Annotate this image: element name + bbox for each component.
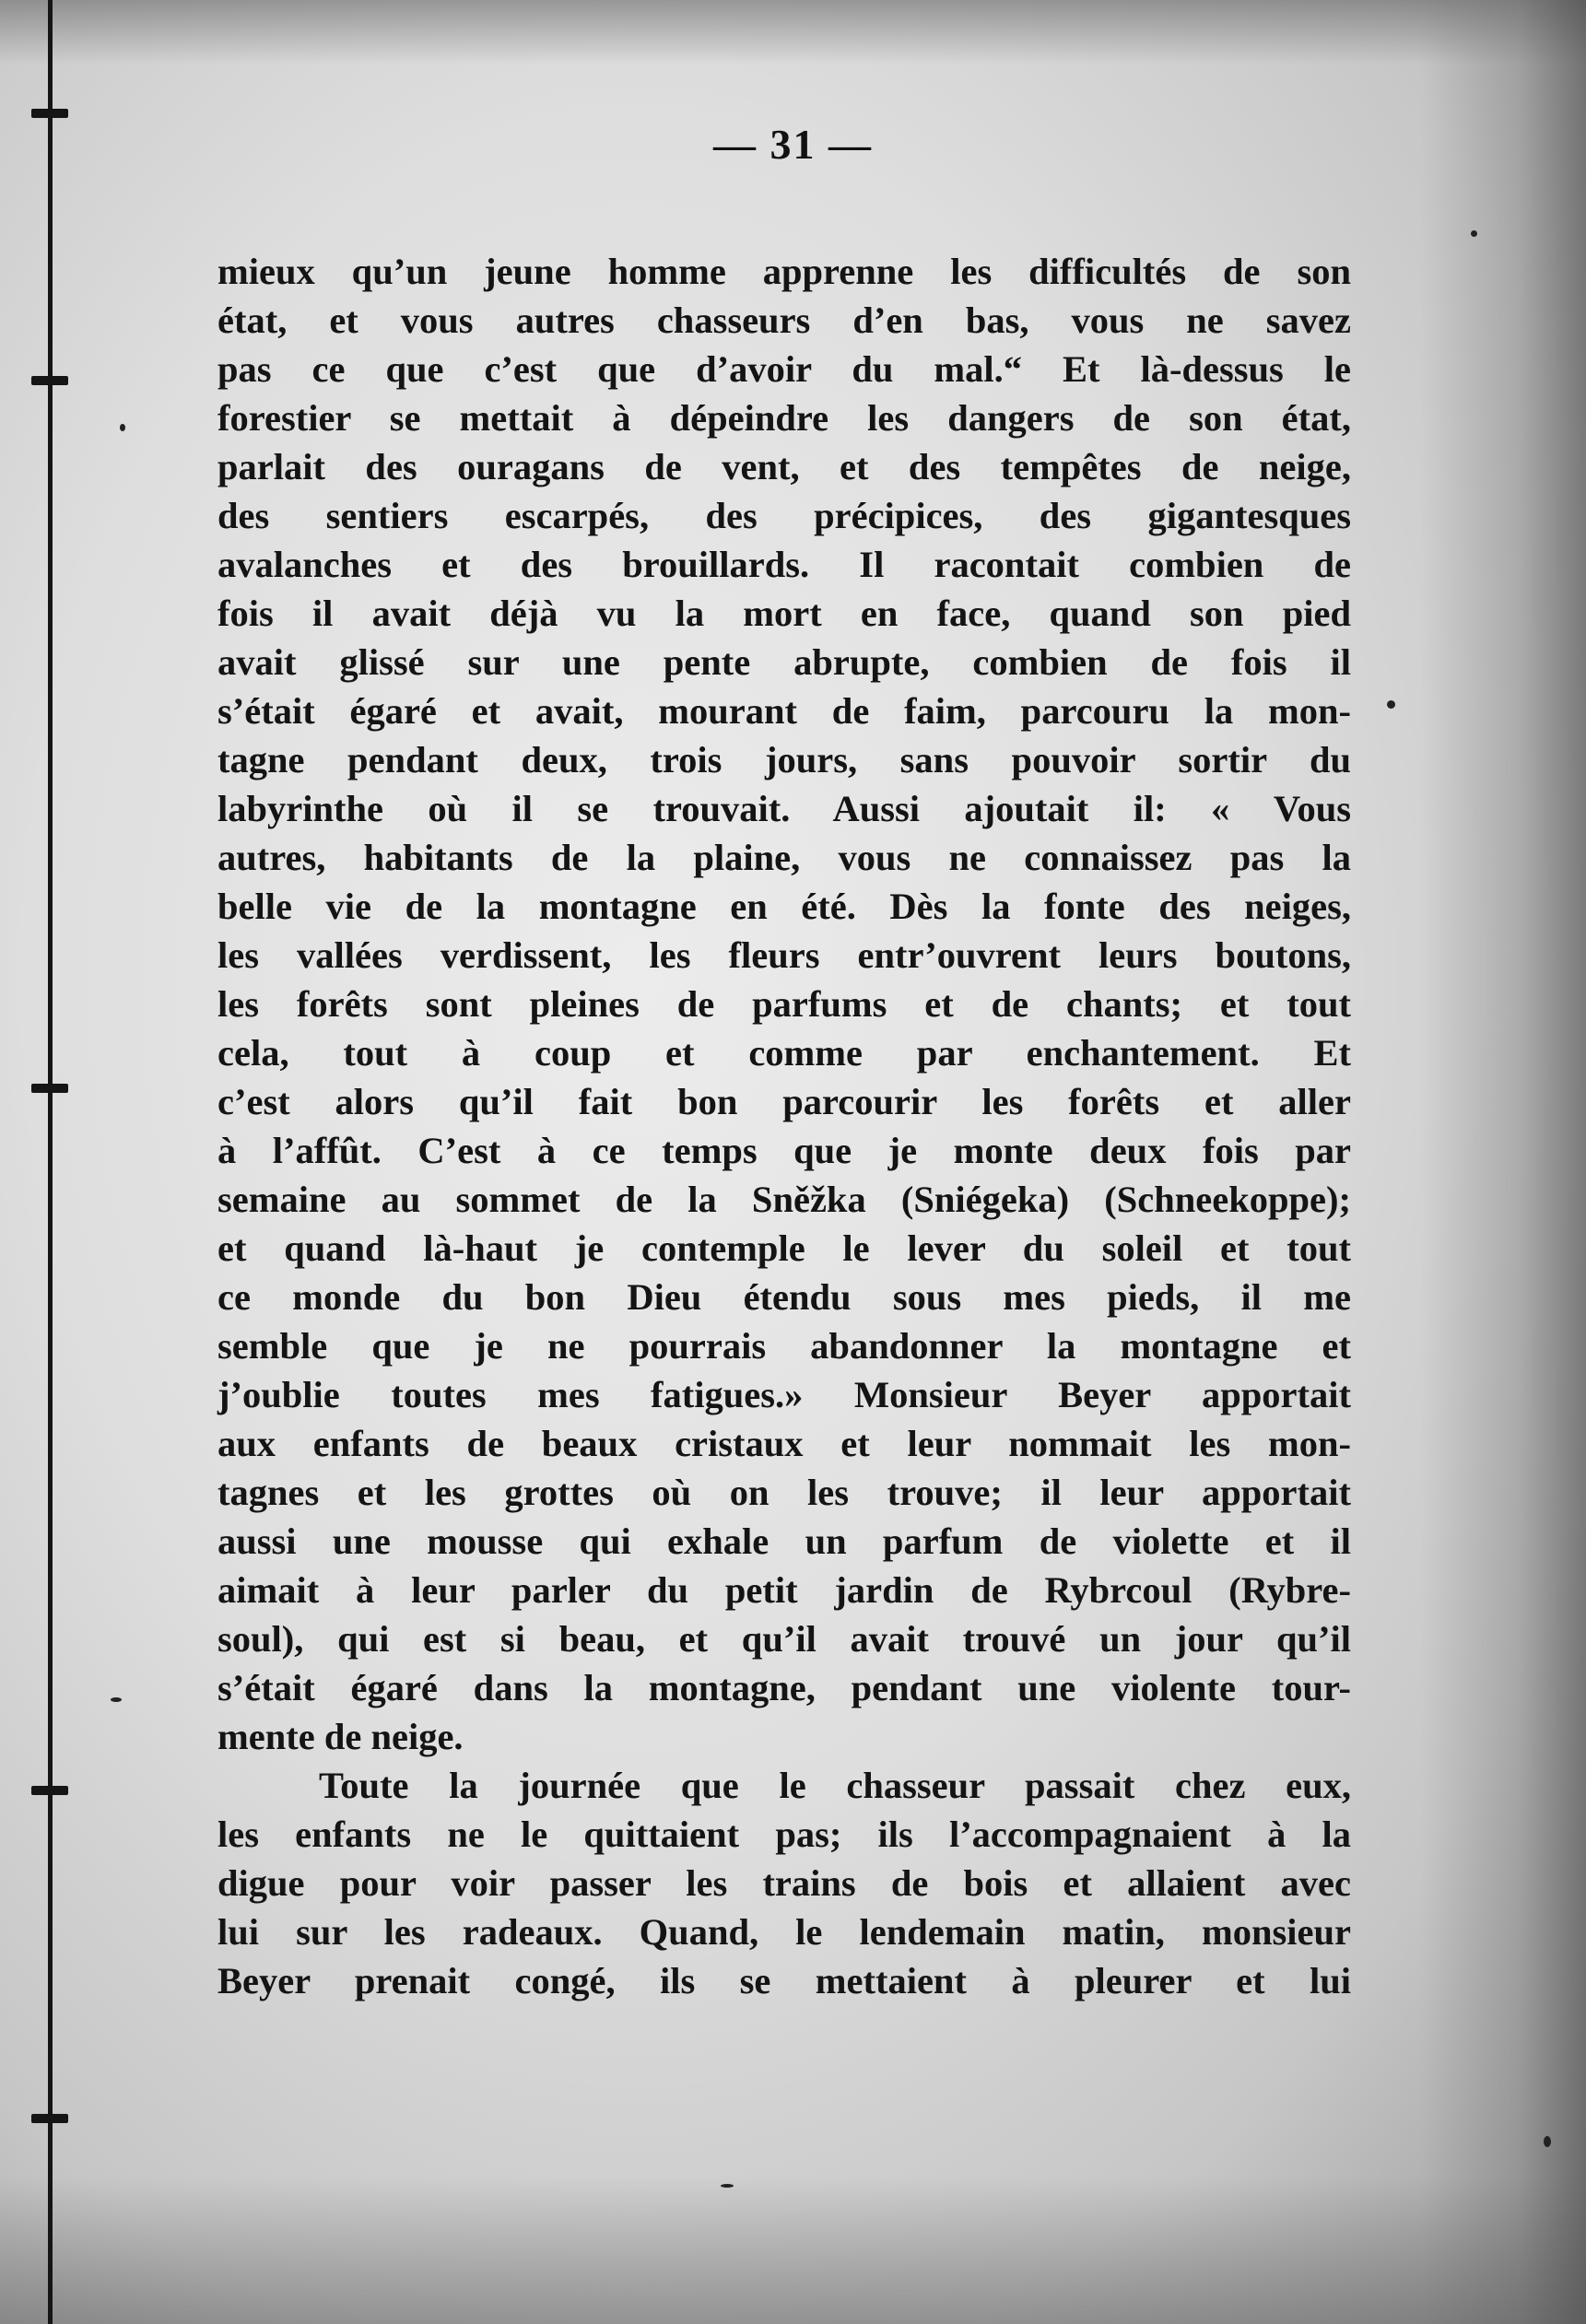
text-line: Beyer prenait congé, ils se mettaient à pleurer et lui xyxy=(217,1960,1351,2001)
text-line: ce monde du bon Dieu étendu sous mes pieds, il me xyxy=(217,1276,1351,1318)
text-line: digue pour voir passer les trains de bois et allaient avec xyxy=(217,1862,1351,1904)
text-line: pas ce que c’est que d’avoir du mal.“ Et là-dessus le xyxy=(217,348,1351,390)
text-line: forestier se mettait à dépeindre les dangers de son état, xyxy=(217,397,1351,439)
text-line: c’est alors qu’il fait bon parcourir les forêts et aller xyxy=(217,1081,1351,1122)
binding-mark xyxy=(31,376,68,385)
binding-edge-line xyxy=(48,0,53,2324)
paper-speck xyxy=(120,424,125,431)
text-line: j’oublie toutes mes fatigues.» Monsieur Beyer apportait xyxy=(217,1374,1351,1415)
binding-mark xyxy=(31,2114,68,2123)
text-line-paragraph-start: Toute la journée que le chasseur passait chez eux, xyxy=(319,1765,1351,1806)
page-shadow-bottom xyxy=(0,2177,1586,2324)
binding-mark xyxy=(31,109,68,118)
text-line: avalanches et des brouillards. Il racontait combien de xyxy=(217,544,1351,585)
text-line: aussi une mousse qui exhale un parfum de violette et il xyxy=(217,1520,1351,1562)
text-line: soul), qui est si beau, et qu’il avait trouvé un jour qu’il xyxy=(217,1618,1351,1660)
text-line: autres, habitants de la plaine, vous ne connaissez pas la xyxy=(217,837,1351,878)
text-line: tagnes et les grottes où on les trouve; il leur apportait xyxy=(217,1472,1351,1513)
text-line: et quand là-haut je contemple le lever du soleil et tout xyxy=(217,1227,1351,1269)
text-line: état, et vous autres chasseurs d’en bas, vous ne savez xyxy=(217,299,1351,341)
page-number: — 31 — xyxy=(713,121,873,168)
text-line: à l’affût. C’est à ce temps que je monte deux fois par xyxy=(217,1130,1351,1171)
text-line: avait glissé sur une pente abrupte, combien de fois il xyxy=(217,641,1351,683)
page-shadow-top xyxy=(0,0,1586,65)
binding-mark xyxy=(31,1786,68,1795)
text-line: aimait à leur parler du petit jardin de Rybrcoul (Rybre- xyxy=(217,1569,1351,1611)
text-line: les enfants ne le quittaient pas; ils l’accompagnaient à la xyxy=(217,1813,1351,1855)
text-line: parlait des ouragans de vent, et des tempêtes de neige, xyxy=(217,446,1351,487)
paper-speck xyxy=(1471,230,1477,237)
paper-speck xyxy=(721,2184,734,2188)
text-line: lui sur les radeaux. Quand, le lendemain matin, monsieur xyxy=(217,1911,1351,1953)
text-line: les forêts sont pleines de parfums et de chants; et tout xyxy=(217,983,1351,1025)
text-line: semaine au sommet de la Sněžka (Sniégeka) (Schneekoppe); xyxy=(217,1179,1351,1220)
text-line: les vallées verdissent, les fleurs entr’ouvrent leurs boutons, xyxy=(217,934,1351,976)
paper-speck xyxy=(1544,2136,1551,2147)
text-line: labyrinthe où il se trouvait. Aussi ajoutait il: « Vous xyxy=(217,788,1351,829)
text-line: mieux qu’un jeune homme apprenne les difficultés de son xyxy=(217,251,1351,292)
body-text xyxy=(217,247,1351,2005)
text-line: s’était égaré dans la montagne, pendant une violente tour- xyxy=(217,1667,1351,1708)
text-line: aux enfants de beaux cristaux et leur nommait les mon- xyxy=(217,1423,1351,1464)
paper-speck xyxy=(111,1697,122,1702)
text-line: cela, tout à coup et comme par enchantement. Et xyxy=(217,1032,1351,1074)
paper-speck xyxy=(1387,700,1395,709)
text-line: fois il avait déjà vu la mort en face, quand son pied xyxy=(217,593,1351,634)
text-line: semble que je ne pourrais abandonner la montagne et xyxy=(217,1325,1351,1367)
page-shadow-right xyxy=(1420,0,1586,2324)
binding-mark xyxy=(31,1084,68,1093)
text-line-paragraph-end: mente de neige. xyxy=(217,1716,464,1757)
text-line: tagne pendant deux, trois jours, sans pouvoir sortir du xyxy=(217,739,1351,781)
text-line: belle vie de la montagne en été. Dès la fonte des neiges, xyxy=(217,886,1351,927)
text-line: s’était égaré et avait, mourant de faim, parcouru la mon- xyxy=(217,690,1351,732)
text-line: des sentiers escarpés, des précipices, des gigantesques xyxy=(217,495,1351,536)
